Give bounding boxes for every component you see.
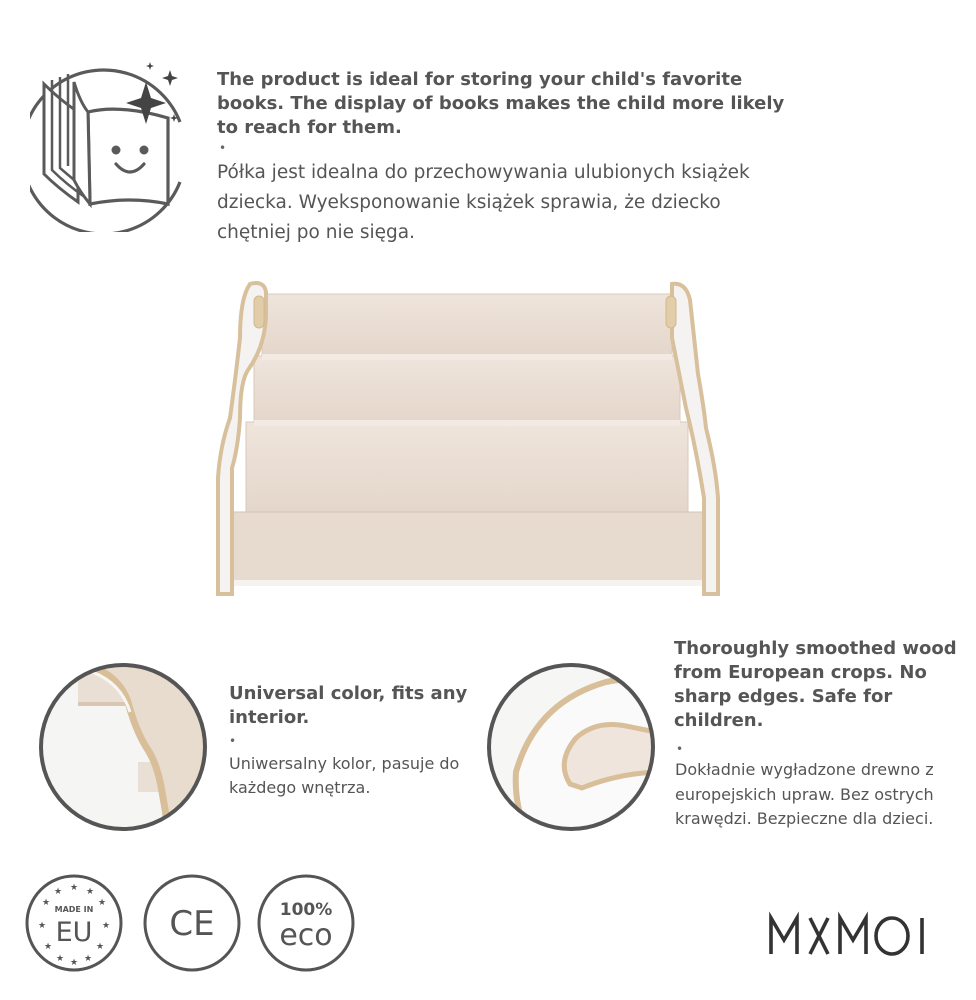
ce-mark-badge — [142, 873, 242, 973]
eco-percent-label: 100% — [279, 900, 333, 920]
svg-text:★: ★ — [97, 898, 107, 908]
color-feature-polish: Uniwersalny kolor, pasuje do każdego wnętrza. — [229, 754, 460, 797]
svg-text:★: ★ — [95, 942, 105, 952]
wave-edge-closeup-icon — [38, 662, 208, 832]
book-smile-icon — [30, 62, 200, 232]
svg-text:★: ★ — [37, 921, 47, 931]
top-feature-polish: Półka jest idealna do przechowywania ulubionych książek dziecka. Wyeksponowanie książek sprawia, że dziecko chętniej po nie sięga. — [217, 162, 750, 243]
wood-feature-english: Thoroughly smoothed wood from European crops. No sharp edges. Safe for children. — [674, 638, 957, 731]
wood-feature-bullet: • — [676, 742, 684, 756]
wood-feature-polish: Dokładnie wygładzone drewno z europejskich upraw. Bez ostrych krawędzi. Bezpieczne dla dzieci. — [675, 760, 934, 828]
svg-text:★: ★ — [55, 954, 65, 964]
handle-closeup-icon — [486, 662, 656, 832]
bookshelf-product-image — [210, 278, 730, 598]
color-feature-english: Universal color, fits any interior. — [229, 683, 468, 728]
eco-word-label: eco — [279, 918, 333, 953]
eu-label: EU — [55, 917, 93, 948]
svg-text:★: ★ — [69, 958, 79, 968]
svg-text:★: ★ — [43, 942, 53, 952]
eco-badge — [256, 873, 356, 973]
mamoi-logo — [766, 910, 936, 960]
top-feature-english: The product is ideal for storing your child's favorite books. The display of books makes the child more likely to reach for them. — [217, 69, 785, 138]
svg-text:★: ★ — [83, 954, 93, 964]
svg-text:★: ★ — [69, 883, 79, 893]
made-in-label: MADE IN — [54, 905, 94, 914]
svg-text:★: ★ — [53, 887, 63, 897]
color-feature-bullet: • — [229, 734, 237, 748]
ce-label: CE — [169, 904, 215, 944]
svg-text:★: ★ — [85, 887, 95, 897]
svg-text:★: ★ — [101, 921, 111, 931]
top-feature-bullet: • — [219, 141, 227, 155]
svg-text:★: ★ — [41, 898, 51, 908]
made-in-eu-badge — [24, 873, 124, 973]
